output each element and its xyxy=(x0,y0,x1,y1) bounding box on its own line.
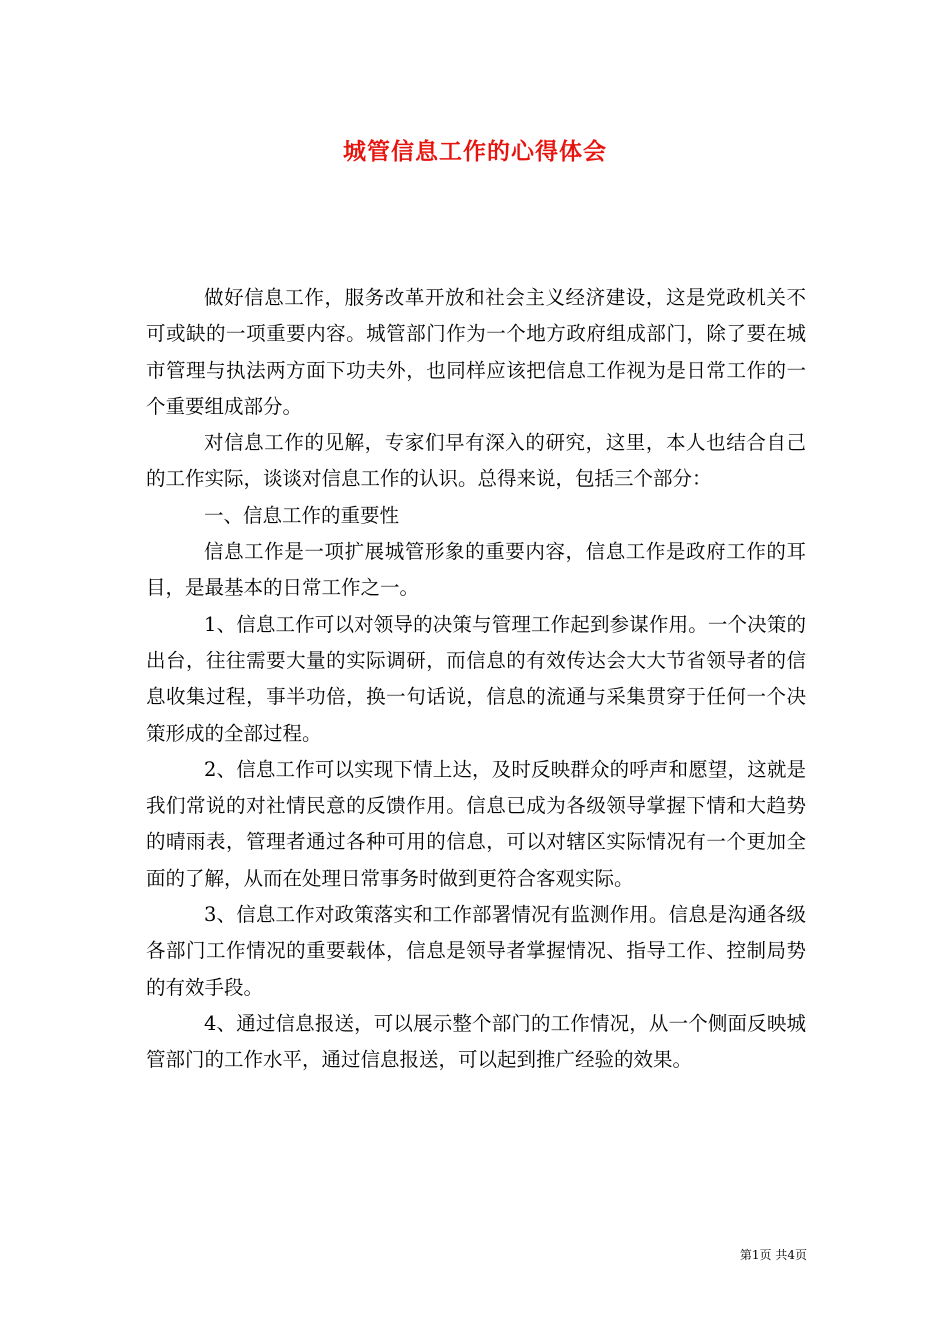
list-item-1: 1、信息工作可以对领导的决策与管理工作起到参谋作用。一个决策的出台，往往需要大量的实际调研，而信息的有效传达会大大节省领导者的信息收集过程，事半功倍，换一句话说，信息的流通与采集贯穿于任何一个决策形成的全部过程。 xyxy=(146,612,806,745)
section-heading: 一、信息工作的重要性 xyxy=(204,503,400,527)
paragraph-importance: 信息工作是一项扩展城管形象的重要内容，信息工作是政府工作的耳目，是最基本的日常工作之一。 xyxy=(146,540,806,600)
list-item-2: 2、信息工作可以实现下情上达，及时反映群众的呼声和愿望，这就是我们常说的对社情民意的反馈作用。信息已成为各级领导掌握下情和大趋势的晴雨表，管理者通过各种可用的信息，可以对辖区实际情况有一个更加全面的了解，从而在处理日常事务时做到更符合客观实际。 xyxy=(146,757,806,890)
paragraph-overview: 对信息工作的见解，专家们早有深入的研究，这里，本人也结合自己的工作实际，谈谈对信息工作的认识。总得来说，包括三个部分： xyxy=(146,431,806,491)
page-number: 第1页 共4页 xyxy=(739,1248,807,1262)
paragraph-intro: 做好信息工作，服务改革开放和社会主义经济建设，这是党政机关不可或缺的一项重要内容。城管部门作为一个地方政府组成部门，除了要在城市管理与执法两方面下功夫外，也同样应该把信息工作视为是日常工作的一个重要组成部分。 xyxy=(146,286,806,418)
list-item-4: 4、通过信息报送，可以展示整个部门的工作情况，从一个侧面反映城管部门的工作水平，通过信息报送，可以起到推广经验的效果。 xyxy=(146,1011,806,1072)
document-title: 城管信息工作的心得体会 xyxy=(343,138,607,165)
document-body xyxy=(146,280,806,1079)
list-item-3: 3、信息工作对政策落实和工作部署情况有监测作用。信息是沟通各级各部门工作情况的重要载体，信息是领导者掌握情况、指导工作、控制局势的有效手段。 xyxy=(146,903,806,999)
